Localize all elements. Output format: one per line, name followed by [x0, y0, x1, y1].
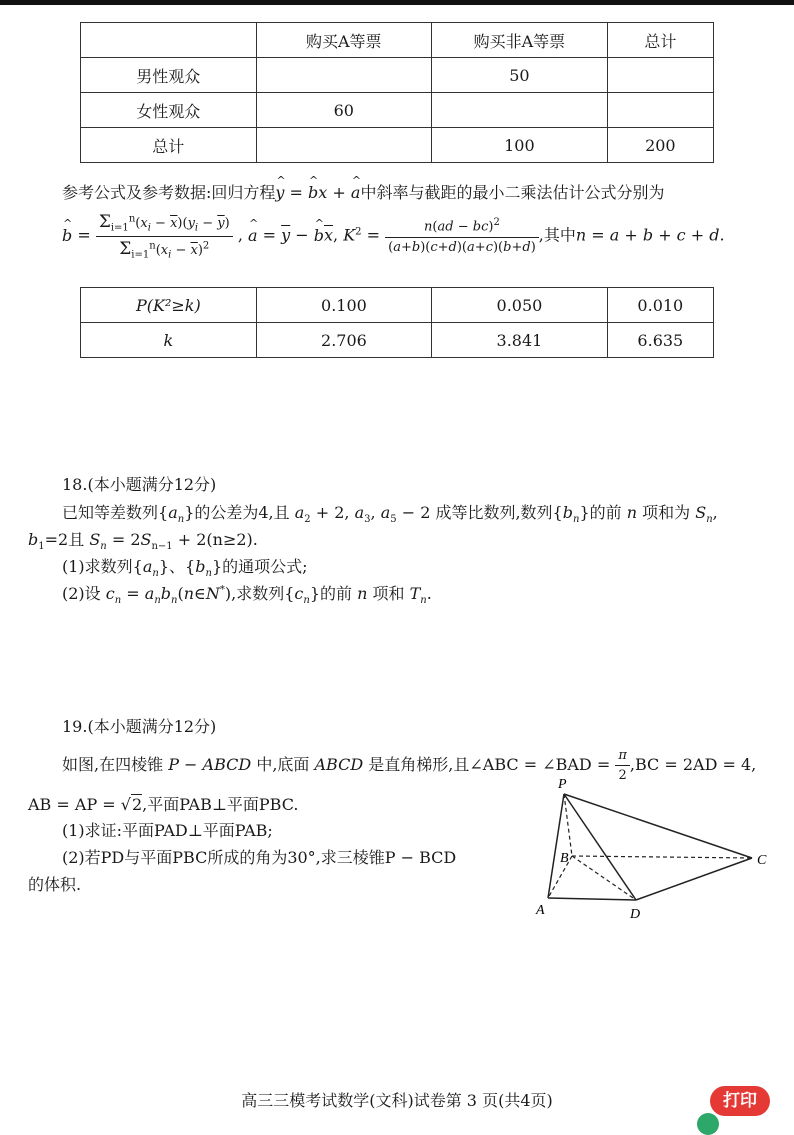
critical-value-table — [80, 287, 714, 358]
text: 是直角梯形,且∠ABC = ∠BAD = — [368, 755, 611, 774]
text: (1)求数列{ — [62, 557, 143, 576]
edge-PC — [564, 794, 752, 858]
label-D: D — [630, 907, 641, 922]
table-cell: 0.050 — [432, 288, 607, 323]
q19-part1: (1)求证:平面PAD⊥平面PAB; — [62, 821, 273, 840]
edge-PD — [564, 794, 636, 900]
floating-action-dot[interactable] — [697, 1113, 719, 1135]
table-cell — [432, 93, 608, 128]
label-A: A — [536, 903, 545, 918]
reference-intro: 参考公式及参考数据:回归方程^ y = ^ bx + ^ a中斜率与截距的最小二乘法估计公式分别为 — [62, 180, 664, 203]
ref-intro-tail: 中斜率与截距的最小二乘法估计公式分别为 — [360, 183, 665, 202]
table-row — [81, 58, 714, 93]
text: =2且 — [44, 530, 85, 549]
table-cell — [607, 58, 713, 93]
pyramid-figure — [520, 772, 780, 922]
table-row — [81, 23, 714, 58]
q18-part2: (2)设 $c_n$ = $a_nb_n(n\in N^*)$,求数列$\{c_n\}$的前 n 项和 $T_n$. — [62, 584, 432, 607]
top-rule — [0, 0, 794, 5]
table-cell: 50 — [432, 58, 608, 93]
text: }的通项公式; — [211, 557, 308, 576]
page-footer: 高三三模考试数学(文科)试卷第 3 页(共4页) — [241, 1091, 553, 1110]
edge-DC — [636, 858, 752, 900]
text: 成等比数列,数列{ — [435, 503, 563, 522]
edge-BC — [572, 856, 752, 858]
table-cell: 总计 — [81, 128, 257, 163]
table-cell: 0.100 — [256, 288, 431, 323]
q19-line2: AB = AP = √2,平面PAB⊥平面PBC. — [28, 795, 299, 814]
text: ,求数列{ — [231, 584, 295, 603]
text: 项和 — [372, 584, 405, 603]
text: }的前 — [579, 503, 622, 522]
slope-fraction: $\frac{\Sigma_{i=1}^n(x_i - \overline{x})(y_i - \overline{y})}{\Sigma_{i=1}^n(x_i - \overline{x})^2}$ — [96, 212, 233, 260]
text: }的前 — [309, 584, 353, 603]
table-cell — [607, 93, 713, 128]
table-cell — [256, 128, 432, 163]
table-cell — [81, 23, 257, 58]
table-cell: 男性观众 — [81, 58, 257, 93]
text: AB = AP = — [28, 795, 116, 814]
table-cell-text: P(K²≥k) — [135, 295, 201, 315]
label-P: P — [558, 777, 567, 792]
table-cell: 100 — [432, 128, 608, 163]
table-cell: 0.010 — [607, 288, 713, 323]
label-C: C — [757, 853, 767, 868]
text: (n≥2). — [206, 530, 258, 549]
ref-intro-text: 参考公式及参考数据:回归方程 — [62, 183, 276, 202]
table-cell — [81, 288, 257, 323]
table-cell — [256, 58, 432, 93]
contingency-table — [80, 22, 714, 163]
ref-n-equation: n = a + b + c + d. — [575, 225, 725, 245]
print-button[interactable]: 打印 — [710, 1086, 770, 1116]
text: }的公差为4,且 — [184, 503, 290, 522]
text: 如图,在四棱锥 — [62, 755, 164, 774]
q18-part1: (1)求数列$\{a_n\}$、$\{b_n\}$的通项公式; — [62, 557, 308, 580]
q19-title: 19.(本小题满分12分) — [62, 717, 217, 736]
table-row — [81, 288, 714, 323]
text: 中,底面 — [256, 755, 310, 774]
pi-over-2: $\frac{\pi}{2}$ — [615, 748, 630, 783]
table-cell: 3.841 — [432, 323, 607, 358]
table-cell: 200 — [607, 128, 713, 163]
text: ,BC = 2AD = 4, — [629, 755, 757, 774]
k2-fraction: $\frac{n(ad - bc)^2}{(a+b)(c+d)(a+c)(b+d)}$ — [385, 217, 539, 254]
table-cell — [81, 323, 257, 358]
q19-part2-cont: 的体积. — [28, 875, 82, 894]
text: (2)设 — [62, 584, 101, 603]
text: 已知等差数列{ — [62, 503, 169, 522]
table-cell: 2.706 — [256, 323, 431, 358]
table-row — [81, 128, 714, 163]
table-cell-text: k — [163, 330, 174, 350]
table-row — [81, 93, 714, 128]
q19-part2: (2)若PD与平面PBC所成的角为30°,求三棱锥P − BCD — [62, 848, 457, 867]
edge-AD — [548, 898, 636, 900]
table-row — [81, 323, 714, 358]
q19-line1: 如图,在四棱锥 P − ABCD 中,底面 ABCD 是直角梯形,且∠ABC = ∠BAD = $\frac{\pi}{2}$ ,BC = 2AD = 4, — [62, 748, 757, 783]
table-cell: 购买A等票 — [256, 23, 432, 58]
text: }、{ — [158, 557, 196, 576]
label-B: B — [560, 851, 569, 866]
table-cell: 购买非A等票 — [432, 23, 608, 58]
q18-line2: $b_1=2$且 $S_n = 2S_{n-1} + 2(n\ge 2)$. — [28, 530, 258, 553]
ref-where: ,其中 — [538, 225, 576, 245]
table-cell: 总计 — [607, 23, 713, 58]
q18-title: 18.(本小题满分12分) — [62, 475, 217, 494]
table-cell: 女性观众 — [81, 93, 257, 128]
text: 项和为 — [642, 503, 691, 522]
table-cell: 60 — [256, 93, 432, 128]
text: ,平面PAB⊥平面PBC. — [142, 795, 299, 814]
q18-line1: 已知等差数列$\{a_n\}$的公差为4,且 $a_2 + 2$, $a_3$, $a_5 - 2$ 成等比数列,数列$\{b_n\}$的前 n 项和为 $S_n$, — [62, 503, 718, 526]
reference-formulas: ^ b = $\frac{\Sigma_{i=1}^n(x_i - \overline{x})(y_i - \overline{y})}{\Sigma_{i=1}^n(x_i - \overline{x})^2}$ , ^ $a = \overline{y}$ − ^ $b\overline{x}$, $K^2$ = $\frac{n(ad - bc)^2}{(a+b)(c+d)(a+c)(b+d)}$ ,其中n = a + b + c + d. — [62, 212, 725, 260]
table-cell: 6.635 — [607, 323, 713, 358]
edge-PA — [548, 794, 564, 898]
edge-BD — [572, 856, 636, 900]
